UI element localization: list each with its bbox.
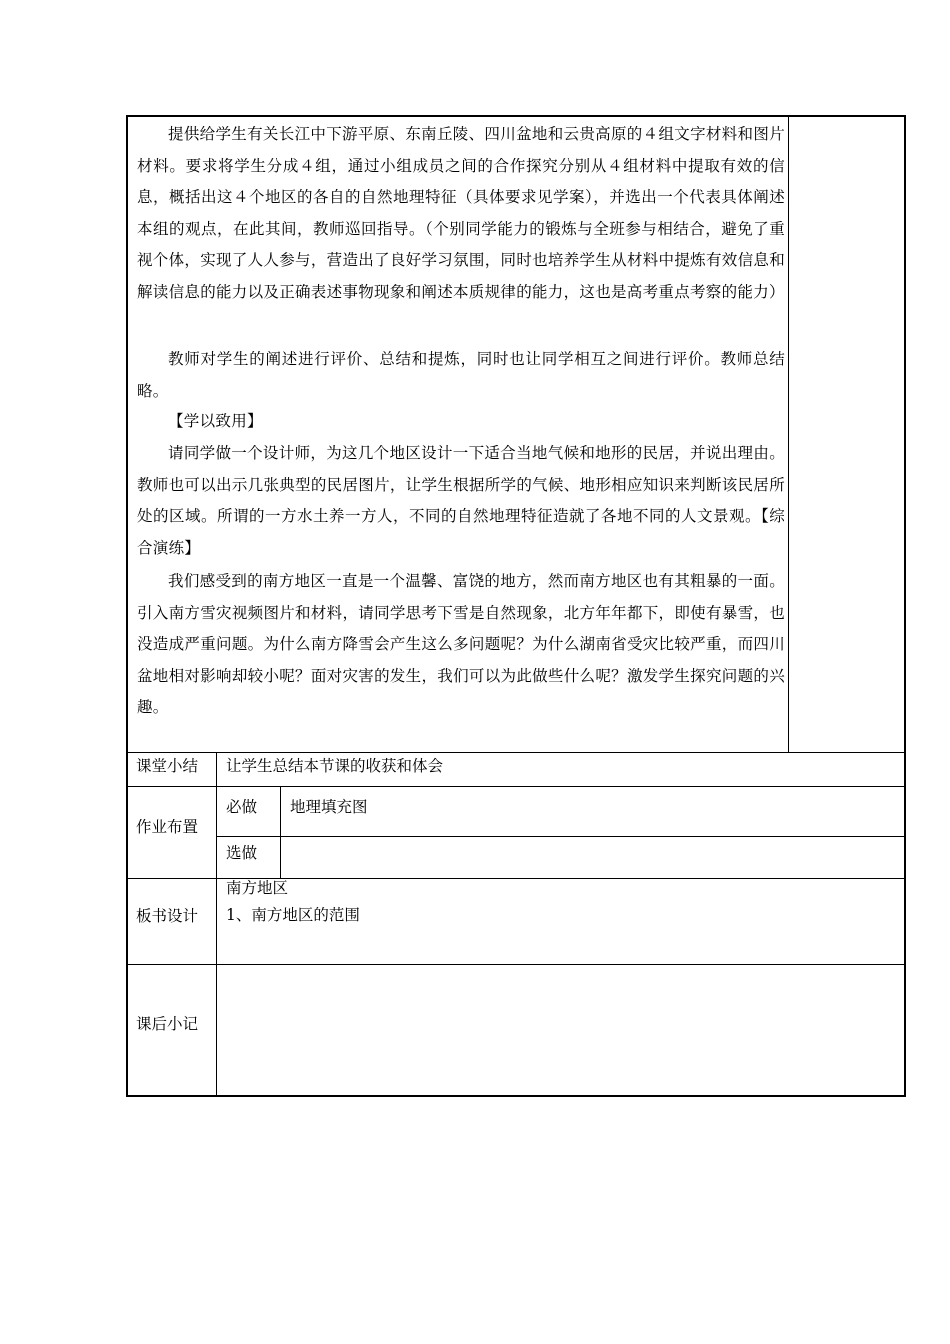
homework-sub-divider bbox=[280, 786, 281, 878]
reflection-label: 课后小记 bbox=[136, 1015, 199, 1033]
row-divider-homework bbox=[128, 786, 904, 787]
homework-required-value: 地理填充图 bbox=[290, 798, 368, 816]
table-border-top bbox=[126, 115, 906, 117]
summary-label: 课堂小结 bbox=[136, 757, 199, 775]
homework-required-label: 必做 bbox=[226, 798, 258, 816]
row-divider-reflection bbox=[128, 964, 904, 965]
board-line-2: 1、南方地区的范围 bbox=[226, 906, 360, 924]
row-divider-homework-inner bbox=[217, 836, 904, 837]
table-border-bottom bbox=[126, 1095, 906, 1097]
homework-label: 作业布置 bbox=[136, 818, 199, 836]
content-paragraph-2: 教师对学生的阐述进行评价、总结和提炼，同时也让同学相互之间进行评价。教师总结略。 bbox=[137, 350, 785, 400]
board-line-1: 南方地区 bbox=[226, 879, 289, 897]
homework-optional-label: 选做 bbox=[226, 844, 258, 862]
table-border-right bbox=[904, 115, 906, 1097]
content-paragraph-1: 提供给学生有关长江中下游平原、东南丘陵、四川盆地和云贵高原的４组文字材料和图片材料。要求将学生分成４组，通过小组成员之间的合作探究分别从４组材料中提取有效的信息，概括出这４个地区的各自的自然地理特征（具体要求见学案），并选出一个代表具体阐述本组的观点，在此其间，教师巡回指导。（个别同学能力的锻炼与全班参与相结合，避免了重视个体，实现了人人参与，营造出了良好学习氛围，同时也培养学生从材料中提炼有效信息和解读信息的能力以及正确表述事物现象和阐述本质规律的能力，这也是高考重点考察的能力） bbox=[137, 125, 785, 301]
content-heading-apply: 【学以致用】 bbox=[168, 412, 263, 430]
content-side-divider bbox=[788, 117, 789, 753]
label-column-divider bbox=[216, 752, 217, 1095]
row-divider-summary bbox=[128, 752, 904, 753]
content-paragraph-4: 我们感受到的南方地区一直是一个温馨、富饶的地方，然而南方地区也有其粗暴的一面。引入南方雪灾视频图片和材料，请同学思考下雪是自然现象，北方年年都下，即使有暴雪，也没造成严重问题。为什么南方降雪会产生这么多问题呢？为什么湖南省受灾比较严重，而四川盆地相对影响却较小呢？面对灾害的发生，我们可以为此做些什么呢？激发学生探究问题的兴趣。 bbox=[137, 572, 785, 716]
summary-value: 让学生总结本节课的收获和体会 bbox=[226, 757, 444, 775]
table-border-left bbox=[126, 115, 128, 1097]
board-label: 板书设计 bbox=[136, 907, 199, 925]
content-paragraph-3: 请同学做一个设计师，为这几个地区设计一下适合当地气候和地形的民居，并说出理由。教师也可以出示几张典型的民居图片，让学生根据所学的气候、地形相应知识来判断该民居所处的区域。所谓的一方水土养一方人，不同的自然地理特征造就了各地不同的人文景观。【综合演练】 bbox=[137, 444, 785, 557]
